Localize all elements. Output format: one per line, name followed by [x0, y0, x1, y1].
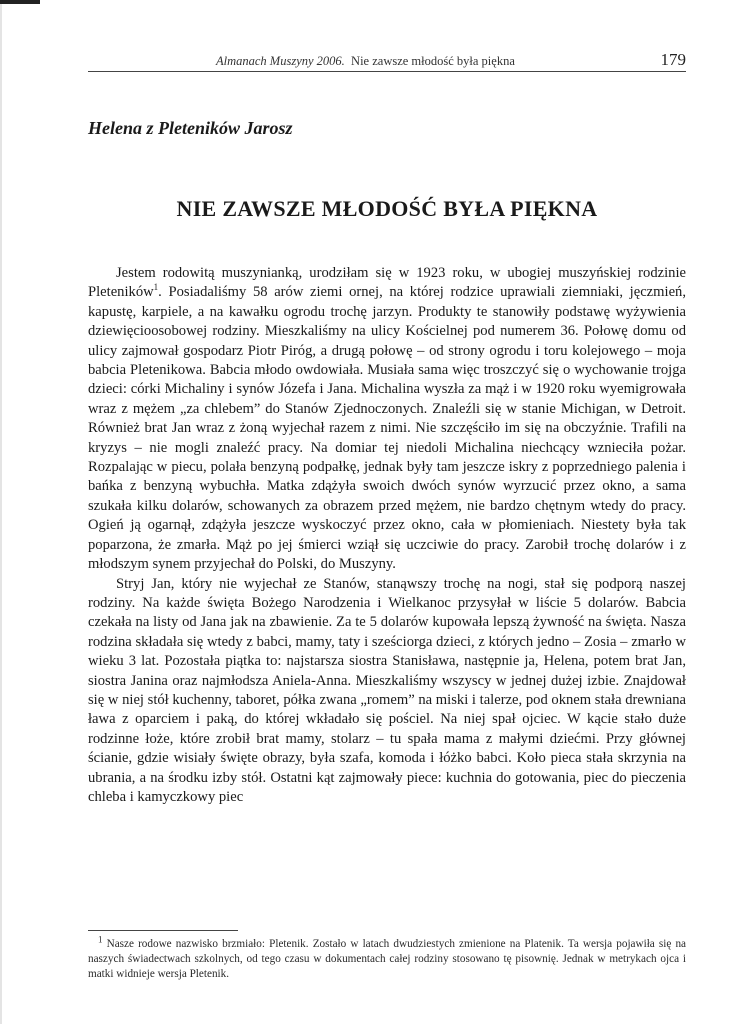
running-header — [88, 50, 686, 72]
footnote — [88, 934, 687, 983]
header-rule — [88, 71, 686, 72]
paragraph: Stryj Jan, który nie wyjechał ze Stanów, stanąwszy trochę na nogi, stał się podporą naszej rodziny. Na każde święta Bożego Narodzenia i Wielkanoc przysyłał w liście 5 dolarów. Babcia czekała na listy od Jana jak na zbawienie. Za te 5 dolarów kupowała lepszą żywność na święta. Nasza rodzina składała się wtedy z babci, mamy, taty i sześciorga dzieci, z których jedno – Zosia – zmarło w wieku 3 lat. Pozostała piątka to: najstarsza siostra Stanisława, następnie ja, Helena, potem brat Jan, siostra Janina oraz najmłodsza Aniela-Anna. Mieszkaliśmy wszyscy w jednej dużej izbie. Znajdował się w niej stół kuchenny, taboret, półka zwana „romem” na miski i talerze, pod oknem stała drewniana ława z oparciem i paką, do której wkładało się pościel. Na niej spał ojciec. W kącie stało duże rodzinne łoże, które zrobił brat mamy, stolarz – tu spała mama z małymi dziećmi. Przy głównej ścianie, gdzie wisiały święte obrazy, była szafa, komoda i łóżko babci. Koło pieca stała skrzynia na ubrania, a na środku izby stół. Ostatni kąt zajmowały piece: kuchnia do gotowania, piec do pieczenia chleba i kamyczkowy piec — [88, 575, 686, 805]
journal-name: Almanach Muszyny 2006. — [216, 54, 345, 68]
paragraph-text: . Posiadaliśmy 58 arów ziemi ornej, na której rodzice uprawiali ziemniaki, jęczmień, kapustę, karpiele, a na kawałku ogrodu trochę jarzyn. Produkty te stanowiły podstawę wyżywienia dziewięcioosobowej rodziny. Mieszkaliśmy na ulicy Kościelnej pod numerem 36. Połowę domu od ulicy zajmował gospodarz Piotr Piróg, a drugą połowę – od strony ogrodu i toru kolejowego – moja babcia Pletenikowa. Babcia młodo owdowiała. Musiała sama więc troszczyć się o wychowanie trojga dzieci: córki Michaliny i synów Józefa i Jana. Michalina wyszła za mąż i w 1920 roku wyemigrowała wraz z mężem „za chlebem” do Stanów Zjednoczonych. Znaleźli się w stanie Michigan, w Detroit. Również brat Jan wraz z żoną wyjechał razem z nimi. Nie szczęściło im się na obczyźnie. Trafili na kryzys – nie mogli znaleźć pracy. Na domiar tej niedoli Michalina niechcący wznieciła pożar. Rozpalając w piecu, polała benzyną podpałkę, jednak były tam jeszcze iskry z poprzedniego palenia i bańka z benzyną wybuchła. Matka zdążyła swoich dwóch synów wyrzucić przez okno, a sama szukała kilku dolarów, schowanych za obrazem przed mężem, nie bardzo chętnym wtedy do pracy. Ogień ją ogarnął, zdążyła jeszcze wyskoczyć przez okno, cała w płomieniach. Niestety była tak poparzona, że zmarła. Mąż po jej śmierci wziął się uczciwie do pracy. Zarobił trochę dolarów i z młodszym synem przyjechał do Polski, do Muszyny. — [88, 284, 686, 573]
paragraph — [88, 264, 686, 575]
corner-mark — [0, 0, 40, 14]
footnote-text: Nasze rodowe nazwisko brzmiało: Pletenik. Zostało w latach dwudziestych zmienione na Platenik. Ta wersja pojawiła się na naszych świadectwach szkolnych, od tego czasu w dokumentach całej rodziny stosowano tę pisownię. Jednak w metrykach ojca i matki widnieje wersja Pletenik. — [88, 938, 687, 981]
article-title: NIE ZAWSZE MŁODOŚĆ BYŁA PIĘKNA — [176, 196, 598, 221]
paragraph-text: Jestem rodowitą muszynianką, urodziłam się w 1923 roku, w ubogiej muszyńskiej rodzinie Pleteników — [88, 265, 686, 301]
running-title: Nie zawsze młodość była piękna — [351, 54, 515, 68]
header-text — [216, 54, 515, 69]
footnote-rule — [88, 930, 238, 931]
footnote-marker: 1 — [98, 934, 103, 945]
page-edge — [0, 0, 2, 1024]
author-name: Helena z Pleteników Jarosz — [88, 118, 293, 138]
article-body — [88, 264, 686, 807]
footnote-ref[interactable]: 1 — [153, 282, 159, 293]
page-number: 179 — [660, 50, 686, 69]
